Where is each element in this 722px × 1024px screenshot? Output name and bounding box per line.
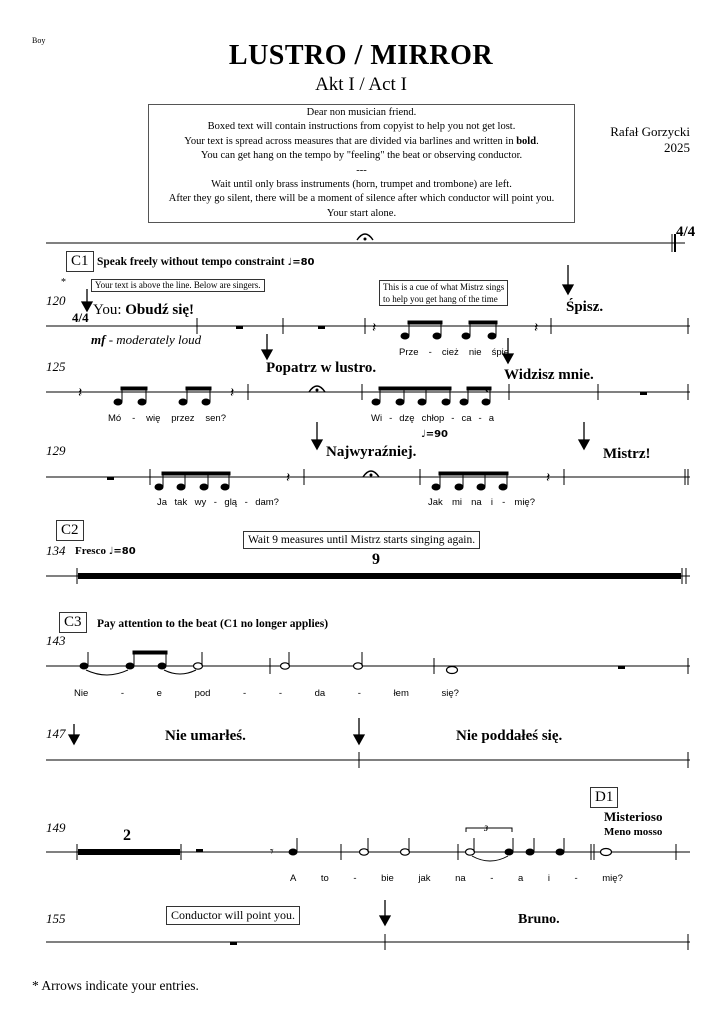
spoken-text-spisz: Śpisz. xyxy=(566,299,604,315)
tempo-marking: ♩=80 xyxy=(108,546,136,557)
quarter-rest: 𝄽 xyxy=(286,470,291,486)
eighth-rest: 𝄾 xyxy=(270,844,274,860)
quarter-rest: 𝄽 xyxy=(372,320,377,336)
info-bold-word: bold xyxy=(516,135,537,147)
info-text: Your text is spread across measures that are divided via barlines and written in xyxy=(184,135,517,147)
entry-arrow-head xyxy=(69,735,79,744)
info-line: Your start alone. xyxy=(326,207,397,219)
tie xyxy=(164,670,196,674)
note-head xyxy=(433,333,441,339)
quarter-rest: 𝄽 xyxy=(534,320,539,336)
lyric-syllable: mi xyxy=(451,497,462,508)
measure-number: 134 xyxy=(46,543,66,558)
half-note-head xyxy=(281,663,290,669)
spoken-text: Najwyraźniej. xyxy=(326,444,417,460)
lyric-syllable: - xyxy=(353,873,357,884)
rest xyxy=(196,849,203,852)
lyric-syllable: dzę xyxy=(399,413,415,424)
spoken-text: Bruno. xyxy=(518,912,560,927)
info-line: You can get hang on the tempo by "feeling" the beat or observing conductor. xyxy=(200,150,523,162)
note-head xyxy=(488,333,496,339)
time-signature: 4/4 xyxy=(676,224,696,240)
entry-arrow-head xyxy=(563,285,573,294)
lyric-syllable: - xyxy=(278,688,282,699)
spoken-text: Nie poddałeś się. xyxy=(456,728,563,744)
lyric-syllable: jak xyxy=(418,873,431,884)
lyric-syllable: a xyxy=(517,873,524,884)
lyric-syllable: Ja xyxy=(157,497,168,508)
rest xyxy=(230,942,237,945)
lyrics-125a xyxy=(108,413,226,424)
lyric-syllable: Prze xyxy=(399,347,419,358)
lyric-syllable: cież xyxy=(441,347,459,358)
beam xyxy=(439,472,508,475)
lyric-syllable: wię xyxy=(146,413,161,424)
lyrics-129b xyxy=(428,497,535,508)
measure-number: 120 xyxy=(46,293,66,308)
note-head xyxy=(289,849,297,855)
lyric-syllable: to xyxy=(320,873,329,884)
lyrics-120 xyxy=(399,347,509,358)
lyric-syllable: Nie xyxy=(74,688,89,699)
rest xyxy=(107,477,114,480)
page-title: LUSTRO / MIRROR xyxy=(228,40,494,71)
lyric-syllable: dam? xyxy=(255,497,279,508)
note-head xyxy=(482,399,490,405)
tempo-marking: ♩=80 xyxy=(287,257,315,268)
cue-box xyxy=(379,280,508,306)
quarter-rest: 𝄽 xyxy=(546,470,551,486)
quarter-rest: 𝄽 xyxy=(78,385,83,401)
lyric-syllable: - xyxy=(357,688,361,699)
rest xyxy=(318,326,325,329)
lyric-syllable: - xyxy=(120,688,125,699)
lyric-syllable: - xyxy=(478,413,482,424)
conductor-box: Conductor will point you. xyxy=(166,906,300,925)
half-note-head xyxy=(194,663,203,669)
c2-tempo xyxy=(75,545,136,557)
quarter-rest: 𝄽 xyxy=(230,385,235,401)
note-head xyxy=(477,484,485,490)
tempo-word: Fresco xyxy=(75,545,106,557)
lyric-syllable: - xyxy=(389,413,393,424)
part-name: Boy xyxy=(32,36,46,45)
lyric-syllable: sen? xyxy=(205,413,226,424)
you-label: You: xyxy=(93,302,126,318)
lyrics-129a xyxy=(157,497,279,508)
half-note-head xyxy=(466,849,475,855)
wait-box: Wait 9 measures until Mistrz starts singing again. xyxy=(243,531,480,549)
beam xyxy=(121,387,147,390)
note-head xyxy=(432,484,440,490)
half-note-head xyxy=(360,849,369,855)
entry-arrow-head xyxy=(262,350,272,359)
note-head xyxy=(372,399,380,405)
spoken-text: Popatrz w lustro. xyxy=(266,360,377,376)
rehearsal-mark-c1: C1 xyxy=(66,251,94,272)
note-head xyxy=(442,399,450,405)
lyric-syllable: chłop xyxy=(421,413,445,424)
entry-arrow-head xyxy=(579,440,589,449)
beam xyxy=(379,387,451,390)
lyric-syllable: wy xyxy=(194,497,207,508)
info-line: Wait until only brass instruments (horn, trumpet and trombone) are left. xyxy=(211,179,512,191)
entry-arrow-head xyxy=(312,440,322,449)
rehearsal-mark-d1: D1 xyxy=(590,787,618,808)
lyric-syllable: da xyxy=(314,688,326,699)
lyric-syllable: e xyxy=(156,688,162,699)
whole-note-head xyxy=(601,849,612,856)
measure-number: 147 xyxy=(46,726,66,741)
footnote-asterisk: * xyxy=(61,277,66,288)
lyric-syllable: glą xyxy=(224,497,238,508)
lyric-syllable: - xyxy=(244,497,248,508)
rest xyxy=(236,326,243,329)
d1-tempo-sub: Meno mosso xyxy=(604,826,663,838)
d1-tempo-word: Misterioso xyxy=(604,809,663,824)
lyric-syllable: bie xyxy=(381,873,394,884)
c1-instruction xyxy=(97,256,315,268)
half-note-head xyxy=(354,663,363,669)
page-subtitle: Akt I / Act I xyxy=(315,74,407,95)
entry-arrow-head xyxy=(354,735,364,744)
spoken-text: Obudź się! xyxy=(125,302,195,318)
note-head xyxy=(505,849,513,855)
fermata-dot xyxy=(316,389,319,392)
note-head xyxy=(455,484,463,490)
entry-arrow-head xyxy=(380,916,390,925)
info-line: Dear non musician friend. xyxy=(306,107,417,118)
lyric-syllable: Wi xyxy=(371,413,383,424)
multi-rest-count: 2 xyxy=(123,827,131,844)
cue-box-line: to help you get hang of the time xyxy=(383,294,498,304)
lyric-syllable: nie xyxy=(468,347,482,358)
lyric-syllable: i xyxy=(490,497,493,508)
instruction-text: Speak freely without tempo constraint xyxy=(97,256,285,268)
note-head xyxy=(462,333,470,339)
info-text: . xyxy=(536,135,539,147)
note-head xyxy=(177,484,185,490)
note-head xyxy=(179,399,187,405)
lyric-syllable: na xyxy=(455,873,466,884)
composer-name: Rafał Gorzycki xyxy=(610,124,690,139)
half-note-head xyxy=(401,849,410,855)
lyric-syllable: mię? xyxy=(514,497,535,508)
lyric-syllable: się? xyxy=(441,688,459,699)
beam xyxy=(133,651,167,654)
dynamic-symbol: mf xyxy=(91,332,106,347)
whole-note-head xyxy=(447,667,458,674)
spoken-text: Nie umarłeś. xyxy=(165,728,246,744)
rest xyxy=(640,392,647,395)
dynamic-marking xyxy=(91,332,201,348)
info-line: --- xyxy=(356,164,367,176)
lyrics-125b xyxy=(371,413,494,424)
note-head xyxy=(202,399,210,405)
fermata-dot xyxy=(364,238,367,241)
lyric-syllable: łem xyxy=(393,688,409,699)
note-head xyxy=(158,663,166,669)
tie xyxy=(472,856,508,861)
footnote: * Arrows indicate your entries. xyxy=(32,978,199,993)
note-head xyxy=(200,484,208,490)
lyric-syllable: - xyxy=(132,413,136,424)
beam xyxy=(186,387,211,390)
rehearsal-mark-c3: C3 xyxy=(59,612,87,633)
lyric-syllable: Jak xyxy=(428,497,443,508)
spoken-text: Mistrz! xyxy=(603,446,651,462)
note-head xyxy=(221,484,229,490)
note-head xyxy=(401,333,409,339)
lyrics-143 xyxy=(74,688,459,699)
lyric-syllable: - xyxy=(502,497,506,508)
note-head xyxy=(138,399,146,405)
spoken-text: Widzisz mnie. xyxy=(504,367,594,383)
fermata-dot xyxy=(370,474,373,477)
triplet-number: 3 xyxy=(484,824,488,833)
lyric-syllable: a xyxy=(488,413,494,424)
beam xyxy=(162,472,230,475)
rest xyxy=(618,666,625,669)
triplet-bracket xyxy=(466,828,512,832)
lyric-syllable: - xyxy=(428,347,432,358)
lyric-syllable: przez xyxy=(171,413,195,424)
c3-instruction: Pay attention to the beat (C1 no longer applies) xyxy=(97,618,329,630)
beam xyxy=(408,321,442,324)
lyric-syllable: - xyxy=(574,873,578,884)
composition-year: 2025 xyxy=(664,140,690,155)
lyric-syllable: A xyxy=(290,873,297,884)
note-head xyxy=(155,484,163,490)
note-head xyxy=(499,484,507,490)
note-head xyxy=(526,849,534,855)
lyrics-149 xyxy=(290,873,623,884)
tempo-marking: ♩=90 xyxy=(421,429,449,440)
lyric-syllable: - xyxy=(451,413,455,424)
tie xyxy=(86,670,128,675)
measure-number: 155 xyxy=(46,911,66,926)
lyric-syllable: pod xyxy=(194,688,211,699)
multi-rest-bar xyxy=(78,573,681,579)
note-head xyxy=(126,663,134,669)
lyric-syllable: - xyxy=(243,688,247,699)
note-head xyxy=(556,849,564,855)
lyric-syllable: - xyxy=(490,873,494,884)
lyric-syllable: Mó xyxy=(108,413,122,424)
time-signature: 4/4 xyxy=(72,310,89,325)
cue-box-line: This is a cue of what Mistrz sings xyxy=(383,282,505,292)
lyric-syllable: śpię xyxy=(491,347,509,358)
multi-rest-count: 9 xyxy=(372,551,380,568)
note-head xyxy=(418,399,426,405)
note-head xyxy=(114,399,122,405)
beam xyxy=(469,321,497,324)
measure-number: 125 xyxy=(46,359,66,374)
measure-number: 149 xyxy=(46,820,66,835)
hint-box: Your text is above the line. Below are singers. xyxy=(91,279,265,292)
dynamic-text: - moderately loud xyxy=(108,332,202,347)
lyric-syllable: - xyxy=(213,497,217,508)
rehearsal-mark-c2: C2 xyxy=(56,520,84,541)
note-head xyxy=(396,399,404,405)
measure-number: 143 xyxy=(46,633,66,648)
note-head xyxy=(460,399,468,405)
info-line: Boxed text will contain instructions from copyist to help you not get lost. xyxy=(207,121,516,133)
lyric-syllable: ca xyxy=(461,413,472,424)
lyric-syllable: na xyxy=(471,497,482,508)
lyric-syllable: mię? xyxy=(602,873,623,884)
lyric-syllable: tak xyxy=(174,497,188,508)
note-head xyxy=(80,663,88,669)
lyric-syllable: i xyxy=(547,873,550,884)
multi-rest-bar xyxy=(78,849,180,855)
spoken-line-120 xyxy=(93,302,194,319)
measure-number: 129 xyxy=(46,443,66,458)
info-line: After they go silent, there will be a moment of silence after which conductor will point you. xyxy=(168,193,555,205)
